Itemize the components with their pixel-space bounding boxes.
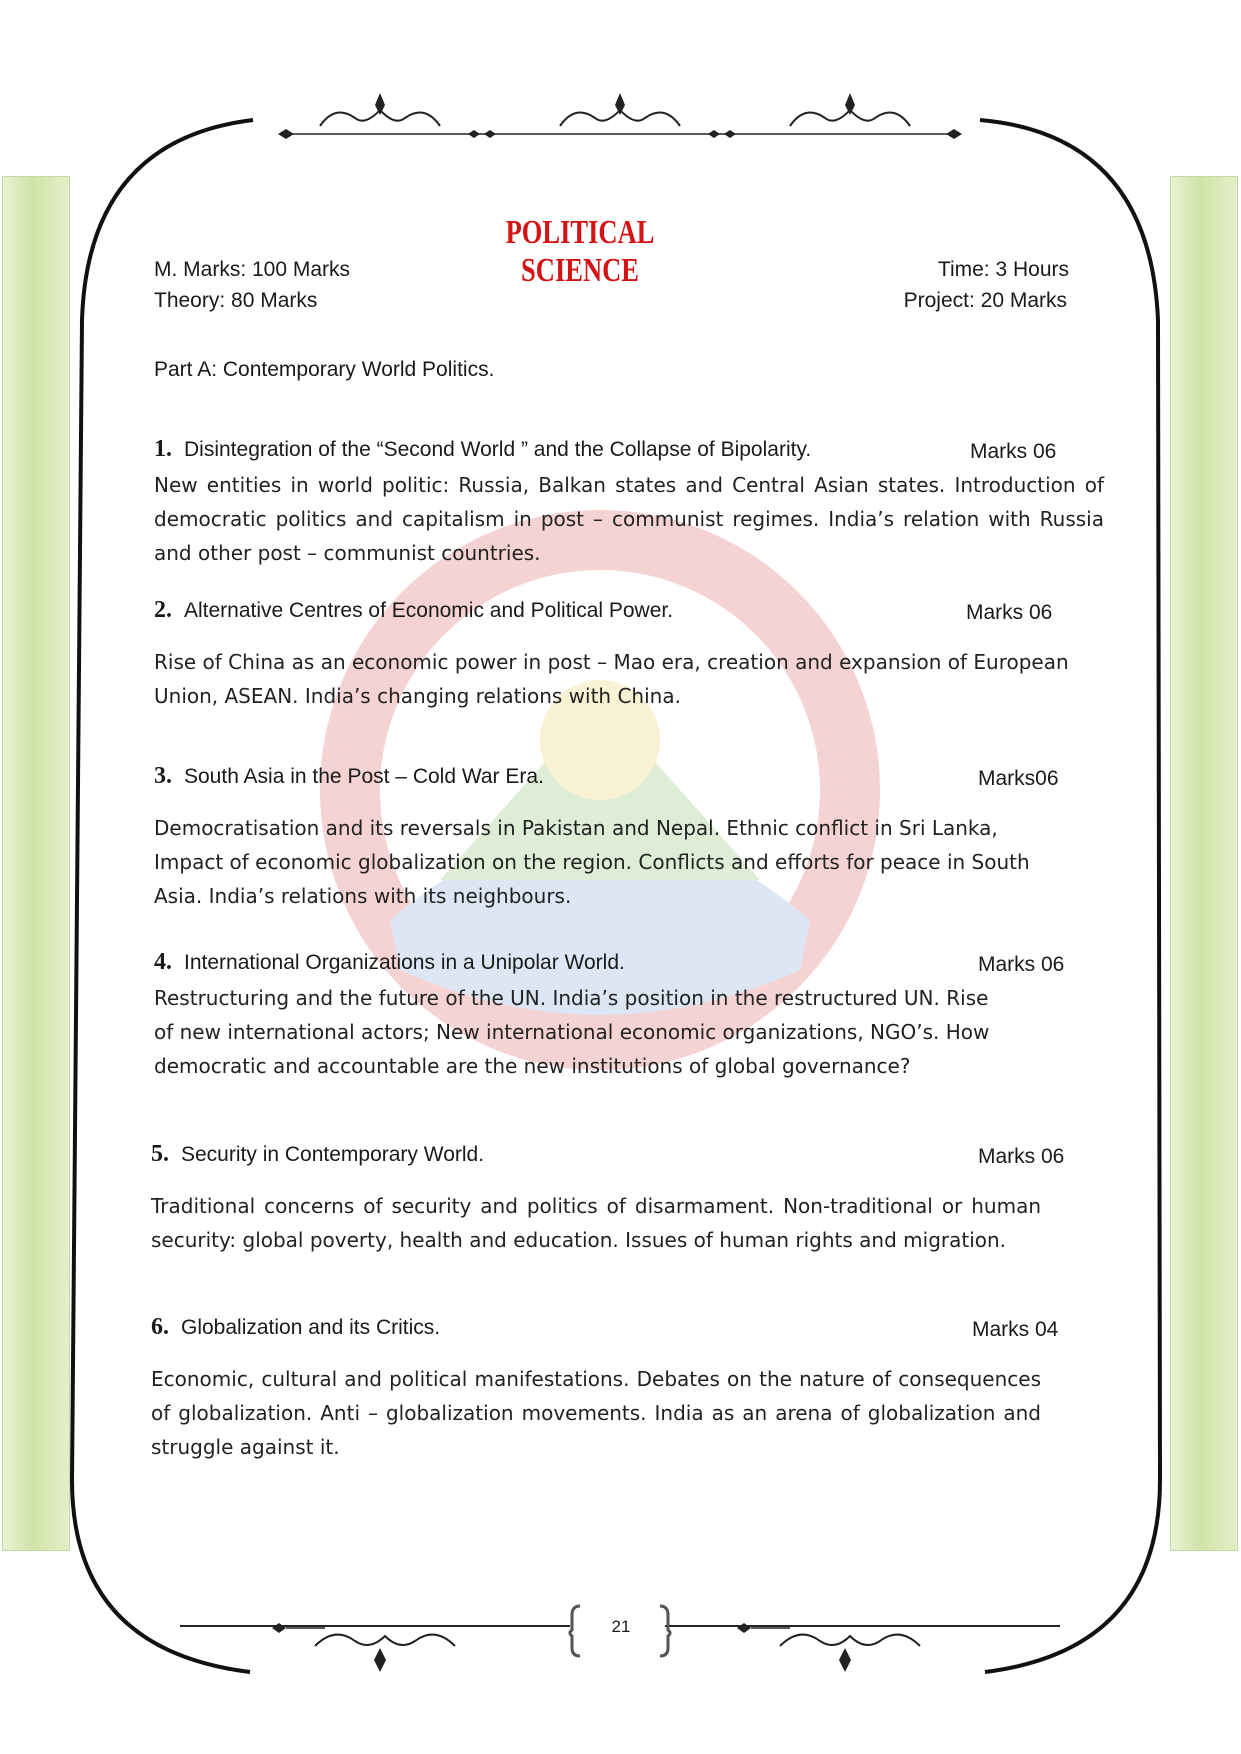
section-title: South Asia in the Post – Cold War Era. (184, 765, 544, 788)
section-title: Security in Contemporary World. (181, 1143, 485, 1166)
section-body: Restructuring and the future of the UN. India’s position in the restructured UN. Rise of new international actors; New international economic organizations, NGO’s. How democratic and accountable are the new institutions of global governance? (154, 986, 990, 1078)
section-marks: Marks 04 (972, 1318, 1059, 1341)
section-heading (151, 1314, 440, 1341)
section-number: 1. (154, 436, 172, 462)
section-title: Globalization and its Critics. (181, 1316, 441, 1339)
top-ornament (270, 88, 970, 148)
section-number: 5. (151, 1141, 169, 1167)
section-body: Economic, cultural and political manifestations. Debates on the nature of consequences of globalization. Anti – globalization movements. India as an arena of globalization and struggle against it. (151, 1367, 1041, 1459)
bottom-ornament-right (735, 1618, 955, 1678)
section-marks: Marks 06 (978, 1145, 1065, 1168)
section-number: 2. (154, 597, 172, 623)
section-number: 6. (151, 1314, 169, 1340)
section-marks: Marks 06 (966, 601, 1053, 624)
section-marks: Marks 06 (978, 953, 1065, 976)
section-heading (154, 949, 625, 976)
section-body: Rise of China as an economic power in post – Mao era, creation and expansion of European Union, ASEAN. India’s changing relations with China. (154, 650, 1069, 708)
section-heading (154, 597, 673, 624)
section-heading (151, 1141, 484, 1168)
section-body: Traditional concerns of security and politics of disarmament. Non-traditional or human security: global poverty, health and education. Issues of human rights and migration. (151, 1194, 1041, 1252)
section-number: 3. (154, 763, 172, 789)
section-marks: Marks06 (978, 767, 1059, 790)
section-title: International Organizations in a Unipolar World. (184, 951, 625, 974)
section-number: 4. (154, 949, 172, 975)
section-title: Disintegration of the “Second World ” and the Collapse of Bipolarity. (184, 438, 812, 461)
part-heading: Part A: Contemporary World Politics. (154, 358, 495, 381)
page-title: POLITICAL SCIENCE (505, 214, 655, 289)
page-number: 21 (611, 1617, 631, 1636)
section-body: Democratisation and its reversals in Pakistan and Nepal. Ethnic conflict in Sri Lanka, Impact of economic globalization on the region. Conflicts and efforts for peace in South Asia. India’s relations with its neighbours. (154, 816, 1030, 908)
bottom-ornament-left (270, 1618, 480, 1678)
section-title: Alternative Centres of Economic and Political Power. (184, 599, 674, 622)
section-body: New entities in world politic: Russia, Balkan states and Central Asian states. Introduction of democratic politics and capitalism in post – communist regimes. India’s relation with Russia and other post – communist countries. (154, 473, 1104, 565)
project-marks: Project: 20 Marks (903, 289, 1067, 312)
section-heading (154, 763, 544, 790)
section-heading (154, 436, 811, 463)
max-marks: M. Marks: 100 Marks (154, 258, 351, 281)
time-allowed: Time: 3 Hours (937, 258, 1069, 281)
section-marks: Marks 06 (970, 440, 1057, 463)
theory-marks: Theory: 80 Marks (154, 289, 318, 312)
